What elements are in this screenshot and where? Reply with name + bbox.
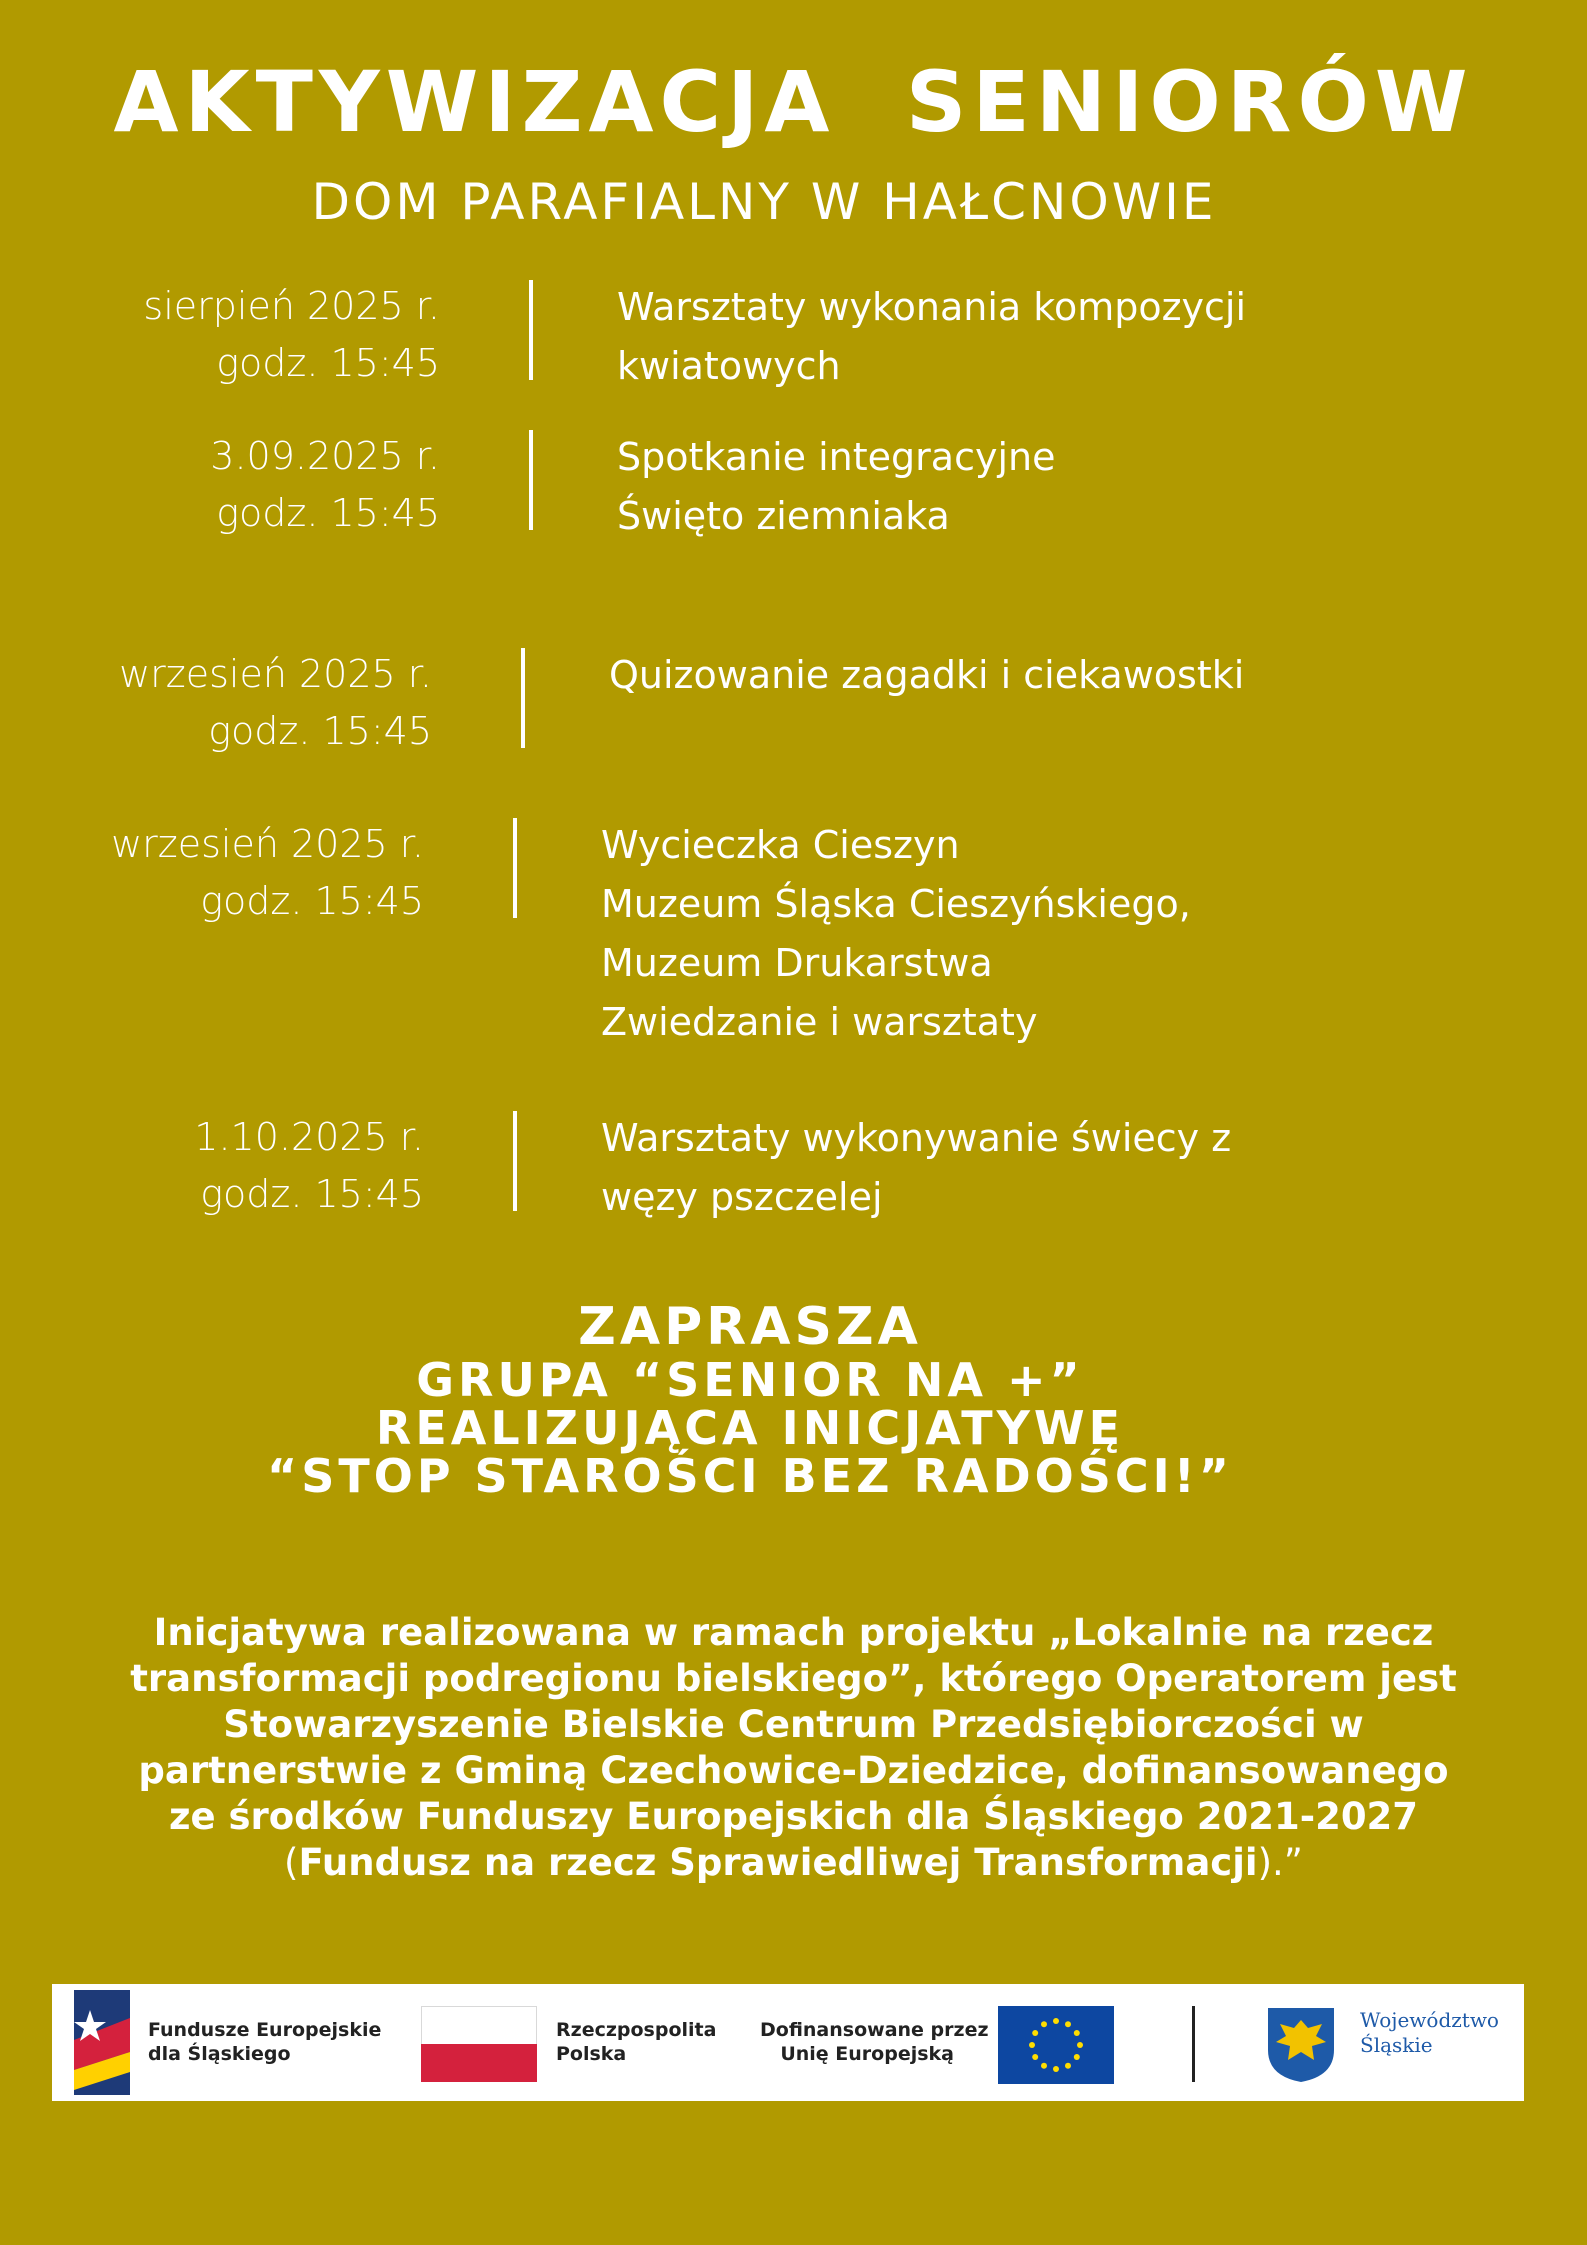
fundusze-europejskie-logo-icon [74, 1990, 130, 2095]
event-divider [513, 818, 517, 918]
event-time-line: godz. 15:45 [216, 341, 440, 385]
invitation-motto: “STOP STAROŚCI BEZ RADOŚCI!” [266, 1449, 1234, 1503]
invitation-initiative: REALIZUJĄCA INICJATYWĘ [375, 1401, 1125, 1455]
event-description [601, 816, 1191, 1052]
event-description [617, 428, 1055, 546]
polish-flag-icon [421, 2006, 537, 2082]
event-time-line: godz. 15:45 [200, 879, 424, 923]
silesia-coat-of-arms-icon [1266, 2006, 1336, 2084]
event-date [111, 816, 424, 930]
event-date-line: 3.09.2025 r. [210, 434, 440, 478]
event-desc-line: Święto ziemniaka [617, 494, 950, 538]
event-desc-line: Warsztaty wykonywanie świecy z [601, 1116, 1232, 1160]
funding-line: Inicjatywa realizowana w ramach projektu „Lokalnie na rzecz [153, 1611, 1434, 1654]
event-desc-line: Warsztaty wykonania kompozycji [617, 285, 1247, 329]
rp-line-1: Rzeczpospolita [556, 2019, 717, 2041]
eu-cofinancing-text [760, 2018, 989, 2066]
ws-line-2: Śląskie [1360, 2033, 1433, 2057]
rp-line-2: Polska [556, 2043, 627, 2065]
event-description [601, 1109, 1231, 1227]
fe-line-2: dla Śląskiego [148, 2043, 291, 2065]
funding-line: transformacji podregionu bielskiego”, którego Operatorem jest [130, 1657, 1457, 1700]
event-date [210, 428, 440, 542]
wojewodztwo-text [1360, 2008, 1499, 2058]
ue-line-2: Unię Europejską [780, 2043, 954, 2065]
event-time-line: godz. 15:45 [216, 491, 440, 535]
page-title: AKTYWIZACJA SENIORÓW [113, 53, 1474, 151]
event-divider [513, 1111, 517, 1211]
funding-paren-open: ( [284, 1841, 299, 1884]
eu-flag-icon [998, 2006, 1114, 2084]
invitation-group: GRUPA “SENIOR NA +” [416, 1353, 1084, 1407]
event-item [0, 1109, 1587, 1309]
rzeczpospolita-text [556, 2018, 716, 2066]
event-desc-line: węzy pszczelej [601, 1175, 883, 1219]
event-item [0, 816, 1587, 1044]
event-divider [529, 430, 533, 530]
event-date [143, 278, 440, 392]
event-date-line: wrzesień 2025 r. [111, 822, 424, 866]
page-subtitle: DOM PARAFIALNY W HAŁCNOWIE [311, 173, 1217, 231]
event-desc-line: Muzeum Drukarstwa [601, 941, 993, 985]
logo-bar [52, 1984, 1524, 2101]
invitation-heading: ZAPRASZA [578, 1297, 922, 1357]
event-item [0, 428, 1587, 628]
funding-statement [0, 1610, 1587, 1886]
fe-line-1: Fundusze Europejskie [148, 2019, 382, 2041]
ws-line-1: Województwo [1360, 2008, 1499, 2032]
event-desc-line: Quizowanie zagadki i ciekawostki [609, 653, 1245, 697]
ue-line-1: Dofinansowane przez [760, 2019, 989, 2041]
funding-paren-close: ).” [1257, 1841, 1303, 1884]
event-desc-line: Spotkanie integracyjne [617, 435, 1056, 479]
fundusze-europejskie-text [148, 2018, 381, 2066]
logo-separator [1192, 2006, 1195, 2082]
funding-line-last [0, 1840, 1587, 1886]
event-desc-line: kwiatowych [617, 344, 841, 388]
funding-line: partnerstwie z Gminą Czechowice-Dziedzice, dofinansowanego [138, 1749, 1449, 1792]
invitation-block [0, 1297, 1500, 1503]
event-divider [521, 648, 525, 748]
event-description [609, 646, 1244, 705]
event-desc-line: Zwiedzanie i warsztaty [601, 1000, 1038, 1044]
event-date [119, 646, 432, 760]
funding-fund-name: Fundusz na rzecz Sprawiedliwej Transformacji [298, 1841, 1258, 1884]
event-time-line: godz. 15:45 [200, 1172, 424, 1216]
event-time-line: godz. 15:45 [208, 709, 432, 753]
event-date-line: 1.10.2025 r. [194, 1115, 424, 1159]
event-divider [529, 280, 533, 380]
event-desc-line: Muzeum Śląska Cieszyńskiego, [601, 882, 1191, 926]
funding-line: ze środków Funduszy Europejskich dla Śląskiego 2021-2027 [168, 1795, 1419, 1838]
event-desc-line: Wycieczka Cieszyn [601, 823, 960, 867]
event-date-line: wrzesień 2025 r. [119, 652, 432, 696]
funding-line: Stowarzyszenie Bielskie Centrum Przedsiębiorczości w [223, 1703, 1364, 1746]
event-description [617, 278, 1246, 396]
event-date-line: sierpień 2025 r. [143, 284, 440, 328]
event-date [194, 1109, 424, 1223]
